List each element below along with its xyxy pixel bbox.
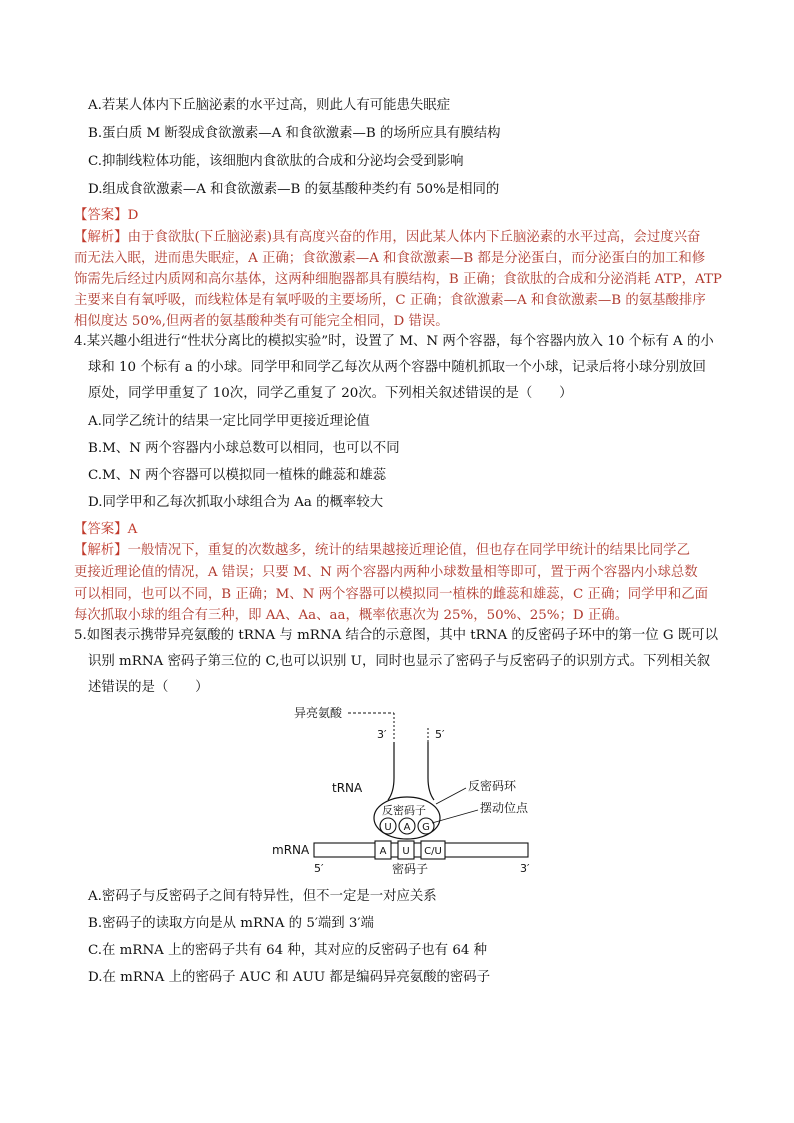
- explanation-text: 一般情况下，重复的次数越多，统计的结果越接近理论值，但也存在同学甲统计的结果比同学乙: [127, 543, 690, 558]
- explanation-tag: 【解析】: [74, 230, 128, 245]
- q3-option-a: A.若某人体内下丘脑泌素的水平过高，则此人有可能患失眠症: [88, 98, 451, 113]
- mrna-label: mRNA: [272, 843, 310, 857]
- q3-answer: [74, 207, 138, 225]
- codon-label: 密码子: [392, 862, 429, 876]
- explanation-text: 由于食欲肽(下丘脑泌素)具有高度兴奋的作用，因此某人体内下丘脑泌素的水平过高，会过度兴奋: [127, 230, 701, 245]
- codon-base-letter: C/U: [424, 846, 442, 857]
- q4-explanation-line: 更接近理论值的情况，A 错误；只要 M、N 两个容器内两种小球数量相等即可，置于两个容器内小球总数: [74, 565, 698, 580]
- q4-explanation-line: 每次抓取小球的组合有三种，即 AA、Aa、aa，概率依惠次为 25%，50%、25%；D 正确。: [74, 608, 629, 623]
- q4-option-a: A.同学乙统计的结果一定比同学甲更接近理论值: [88, 414, 370, 429]
- q4-option-c: C.M、N 两个容器可以模拟同一植株的雌蕊和雄蕊: [88, 468, 387, 483]
- q4-stem: 4.某兴趣小组进行“性状分离比的模拟实验”时，设置了 M、N 两个容器，每个容器内放入 10 个标有 A 的小: [74, 334, 714, 349]
- codon-base-letter: U: [402, 846, 410, 857]
- trna-3prime-label: 3′: [377, 728, 387, 741]
- anticodon-base-letter: A: [403, 822, 411, 833]
- q4-explanation-line: [74, 542, 690, 560]
- trna-label: tRNA: [332, 781, 363, 795]
- amino-acid-label: 异亮氨酸: [294, 706, 343, 720]
- q3-explanation-line: 主要来自有氧呼吸，而线粒体是有氧呼吸的主要场所，C 正确；食欲激素—A 和食欲激素—B 的氨基酸排序: [74, 293, 706, 308]
- q3-explanation-line: 相似度达 50%,但两者的氨基酸种类有可能完全相同，D 错误。: [74, 314, 449, 329]
- trna-5prime-label: 5′: [435, 728, 445, 741]
- answer-tag: 【答案】: [74, 522, 128, 537]
- answer-value: D: [127, 208, 139, 223]
- q4-option-b: B.M、N 两个容器内小球总数可以相同，也可以不同: [88, 441, 400, 456]
- q3-explanation-line: [74, 229, 700, 247]
- q3-explanation-line: 而无法入眠，进而患失眠症，A 正确；食欲激素—A 和食欲激素—B 都是分泌蛋白，而分泌蛋白的加工和修: [74, 251, 706, 266]
- q4-explanation-line: 可以相同，也可以不同，B 正确；M、N 两个容器可以模拟同一植株的雌蕊和雄蕊，C 正确；同学甲和乙面: [74, 587, 709, 602]
- q3-option-c: C.抑制线粒体功能，该细胞内食欲肽的合成和分泌均会受到影响: [88, 154, 464, 169]
- codon-base-letter: A: [379, 846, 387, 857]
- explanation-tag: 【解析】: [74, 543, 128, 558]
- q5-stem: 5.如图表示携带异亮氨酸的 tRNA 与 mRNA 结合的示意图，其中 tRNA 的反密码子环中的第一位 G 既可以: [74, 628, 719, 643]
- q4-stem: 球和 10 个标有 a 的小球。同学甲和同学乙每次从两个容器中随机抓取一个小球，记录后将小球分别放回: [88, 360, 706, 375]
- q3-option-d: D.组成食欲激素—A 和食欲激素—B 的氨基酸种类约有 50%是相同的: [88, 182, 500, 197]
- q4-stem: 原处，同学甲重复了 10次，同学乙重复了 20次。下列相关叙述错误的是（ ）: [88, 386, 573, 401]
- answer-value: A: [127, 522, 138, 537]
- trna-mrna-figure: [270, 700, 540, 880]
- anticodon-base-letter: U: [384, 822, 392, 833]
- anticodon-base-letter: G: [422, 822, 430, 833]
- anticodon-label: 反密码子: [382, 804, 426, 817]
- q4-answer: [74, 521, 137, 539]
- q5-option-a: A.密码子与反密码子之间有特异性，但不一定是一对应关系: [88, 889, 437, 904]
- q5-stem: 述错误的是（ ）: [88, 680, 209, 695]
- wobble-site-label: 摆动位点: [480, 801, 529, 815]
- q3-explanation-line: 饰需先后经过内质网和高尔基体，这两种细胞器都具有膜结构，B 正确；食欲肽的合成和分泌消耗 ATP，ATP: [74, 272, 722, 287]
- q5-option-d: D.在 mRNA 上的密码子 AUC 和 AUU 都是编码异亮氨酸的密码子: [88, 970, 491, 985]
- q3-option-b: B.蛋白质 M 断裂成食欲激素—A 和食欲激素—B 的场所应具有膜结构: [88, 126, 501, 141]
- q5-option-b: B.密码子的读取方向是从 mRNA 的 5′端到 3′端: [88, 916, 374, 931]
- q5-option-c: C.在 mRNA 上的密码子共有 64 种，其对应的反密码子也有 64 种: [88, 943, 488, 958]
- mrna-3prime-label: 3′: [520, 862, 530, 875]
- trna-arms: [388, 742, 434, 800]
- leader-line: [436, 788, 466, 804]
- q4-option-d: D.同学甲和乙每次抓取小球组合为 Aa 的概率较大: [88, 495, 384, 510]
- anticodon-loop-label: 反密码环: [468, 779, 517, 793]
- q5-stem: 识别 mRNA 密码子第三位的 C,也可以识别 U，同时也显示了密码子与反密码子的识别方式。下列相关叙: [88, 654, 711, 669]
- mrna-5prime-label: 5′: [314, 862, 324, 875]
- answer-tag: 【答案】: [74, 208, 128, 223]
